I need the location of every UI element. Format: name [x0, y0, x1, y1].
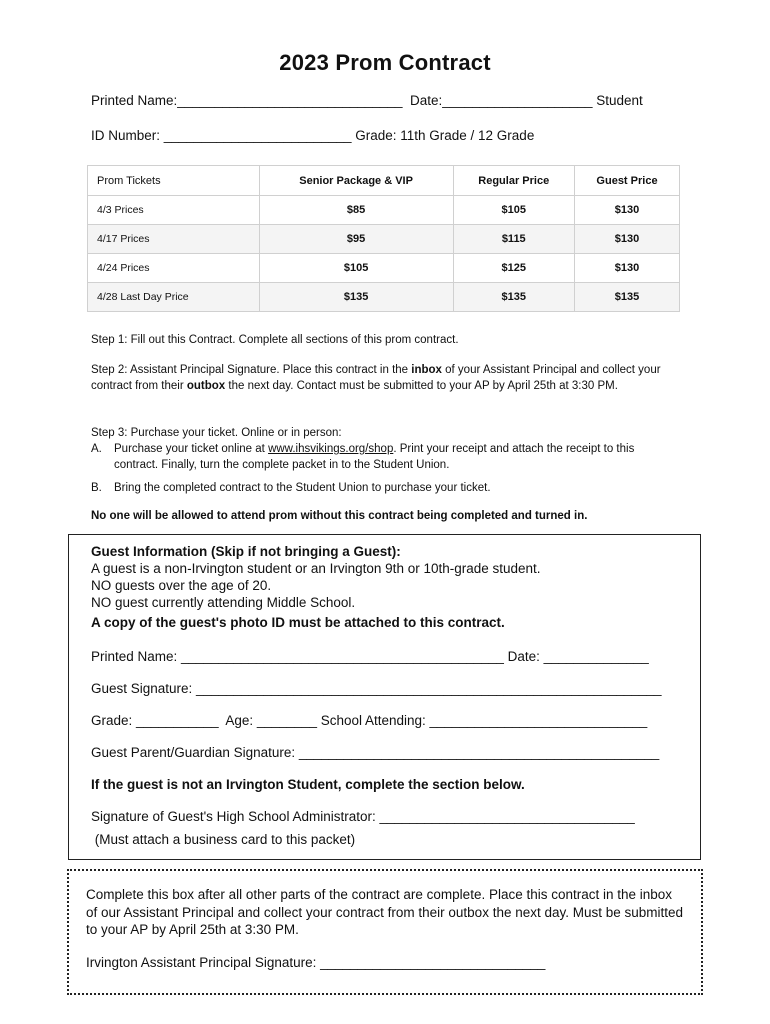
row-label: 4/3 Prices: [88, 196, 260, 225]
price-table-header: [88, 166, 680, 196]
ap-signature-field[interactable]: Irvington Assistant Principal Signature: ______________________________: [86, 955, 546, 970]
option-a-marker: A.: [91, 443, 102, 455]
step-3-option-a: [91, 441, 681, 473]
guest-parent-signature-field[interactable]: Guest Parent/Guardian Signature: ________________________________________________: [91, 745, 660, 760]
guest-rule: NO guests over the age of 20.: [91, 578, 272, 593]
regular-price: $125: [453, 254, 575, 283]
guest-information-box: [68, 534, 701, 860]
senior-price: $95: [259, 225, 453, 254]
regular-price: $115: [453, 225, 575, 254]
guest-signature-field[interactable]: Guest Signature: ______________________________________________________________: [91, 681, 662, 696]
ap-instructions: Complete this box after all other parts of the contract are complete. Place this contract in the inbox of our Assistant Principal and collect your contract from their outbox the next day. Must be submitted to your AP by April 25th at 3:30 PM.: [86, 887, 684, 937]
step-3-option-b: [91, 480, 681, 496]
warning-notice: No one will be allowed to attend prom without this contract being completed and turned in.: [91, 510, 588, 522]
price-table: [87, 165, 680, 312]
step-2-text: of your Assistant Principal and collect your contract from their: [91, 364, 661, 392]
header-prom-tickets: Prom Tickets: [88, 166, 260, 196]
step-3: [91, 425, 681, 496]
regular-price: $135: [453, 283, 575, 312]
step-2-outbox: outbox: [186, 380, 226, 392]
senior-price: $85: [259, 196, 453, 225]
guest-printed-name-field[interactable]: Printed Name: ___________________________________________ Date: ______________: [91, 649, 649, 664]
guest-rule: NO guest currently attending Middle School.: [91, 595, 356, 610]
table-row: [88, 254, 680, 283]
header-senior-package: Senior Package & VIP: [259, 166, 453, 196]
guest-grade-age-school-field[interactable]: Grade: ___________ Age: ________ School Attending: _____________________________: [91, 713, 648, 728]
step-1: Step 1: Fill out this Contract. Complete all sections of this prom contract.: [91, 334, 459, 346]
senior-price: $135: [259, 283, 453, 312]
header-regular-price: Regular Price: [453, 166, 575, 196]
option-a-text: Purchase your ticket online at: [114, 443, 269, 455]
photo-id-notice: A copy of the guest's photo ID must be attached to this contract.: [91, 615, 505, 630]
page-title: 2023 Prom Contract: [279, 50, 491, 75]
row-label: 4/24 Prices: [88, 254, 260, 283]
guest-price: $130: [575, 196, 680, 225]
assistant-principal-box: [67, 869, 703, 995]
guest-price: $135: [575, 283, 680, 312]
printed-name-date-field[interactable]: Printed Name:______________________________ Date:____________________ Student: [91, 93, 643, 108]
option-b-marker: B.: [91, 482, 102, 494]
business-card-note: (Must attach a business card to this packet): [91, 832, 356, 847]
step-2: [91, 362, 681, 394]
step-2-text: Step 2: Assistant Principal Signature. Place this contract in the: [91, 364, 412, 376]
option-b-text: Bring the completed contract to the Student Union to purchase your ticket.: [114, 482, 491, 494]
table-row: [88, 283, 680, 312]
row-label: 4/28 Last Day Price: [88, 283, 260, 312]
non-irvington-heading: If the guest is not an Irvington Student, complete the section below.: [91, 777, 525, 792]
admin-signature-field[interactable]: Signature of Guest's High School Administrator: __________________________________: [91, 809, 635, 824]
option-a-text: . Print your receipt and attach the receipt to this contract. Finally, turn the complete packet in to the Student Union.: [114, 443, 635, 471]
guest-price: $130: [575, 225, 680, 254]
step-2-inbox: inbox: [411, 364, 442, 376]
row-label: 4/17 Prices: [88, 225, 260, 254]
header-guest-price: Guest Price: [575, 166, 680, 196]
guest-rule: A guest is a non-Irvington student or an Irvington 9th or 10th-grade student.: [91, 561, 541, 576]
step-2-text: the next day. Contact must be submitted to your AP by April 25th at 3:30 PM.: [225, 380, 618, 392]
senior-price: $105: [259, 254, 453, 283]
step-3-heading: Step 3: Purchase your ticket. Online or in person:: [91, 427, 342, 439]
guest-heading: Guest Information (Skip if not bringing a Guest):: [91, 544, 401, 559]
table-row: [88, 225, 680, 254]
regular-price: $105: [453, 196, 575, 225]
guest-price: $130: [575, 254, 680, 283]
id-number-grade-field[interactable]: ID Number: _________________________ Grade: 11th Grade / 12 Grade: [91, 128, 535, 143]
shop-link[interactable]: www.ihsvikings.org/shop: [268, 443, 394, 455]
table-row: [88, 196, 680, 225]
